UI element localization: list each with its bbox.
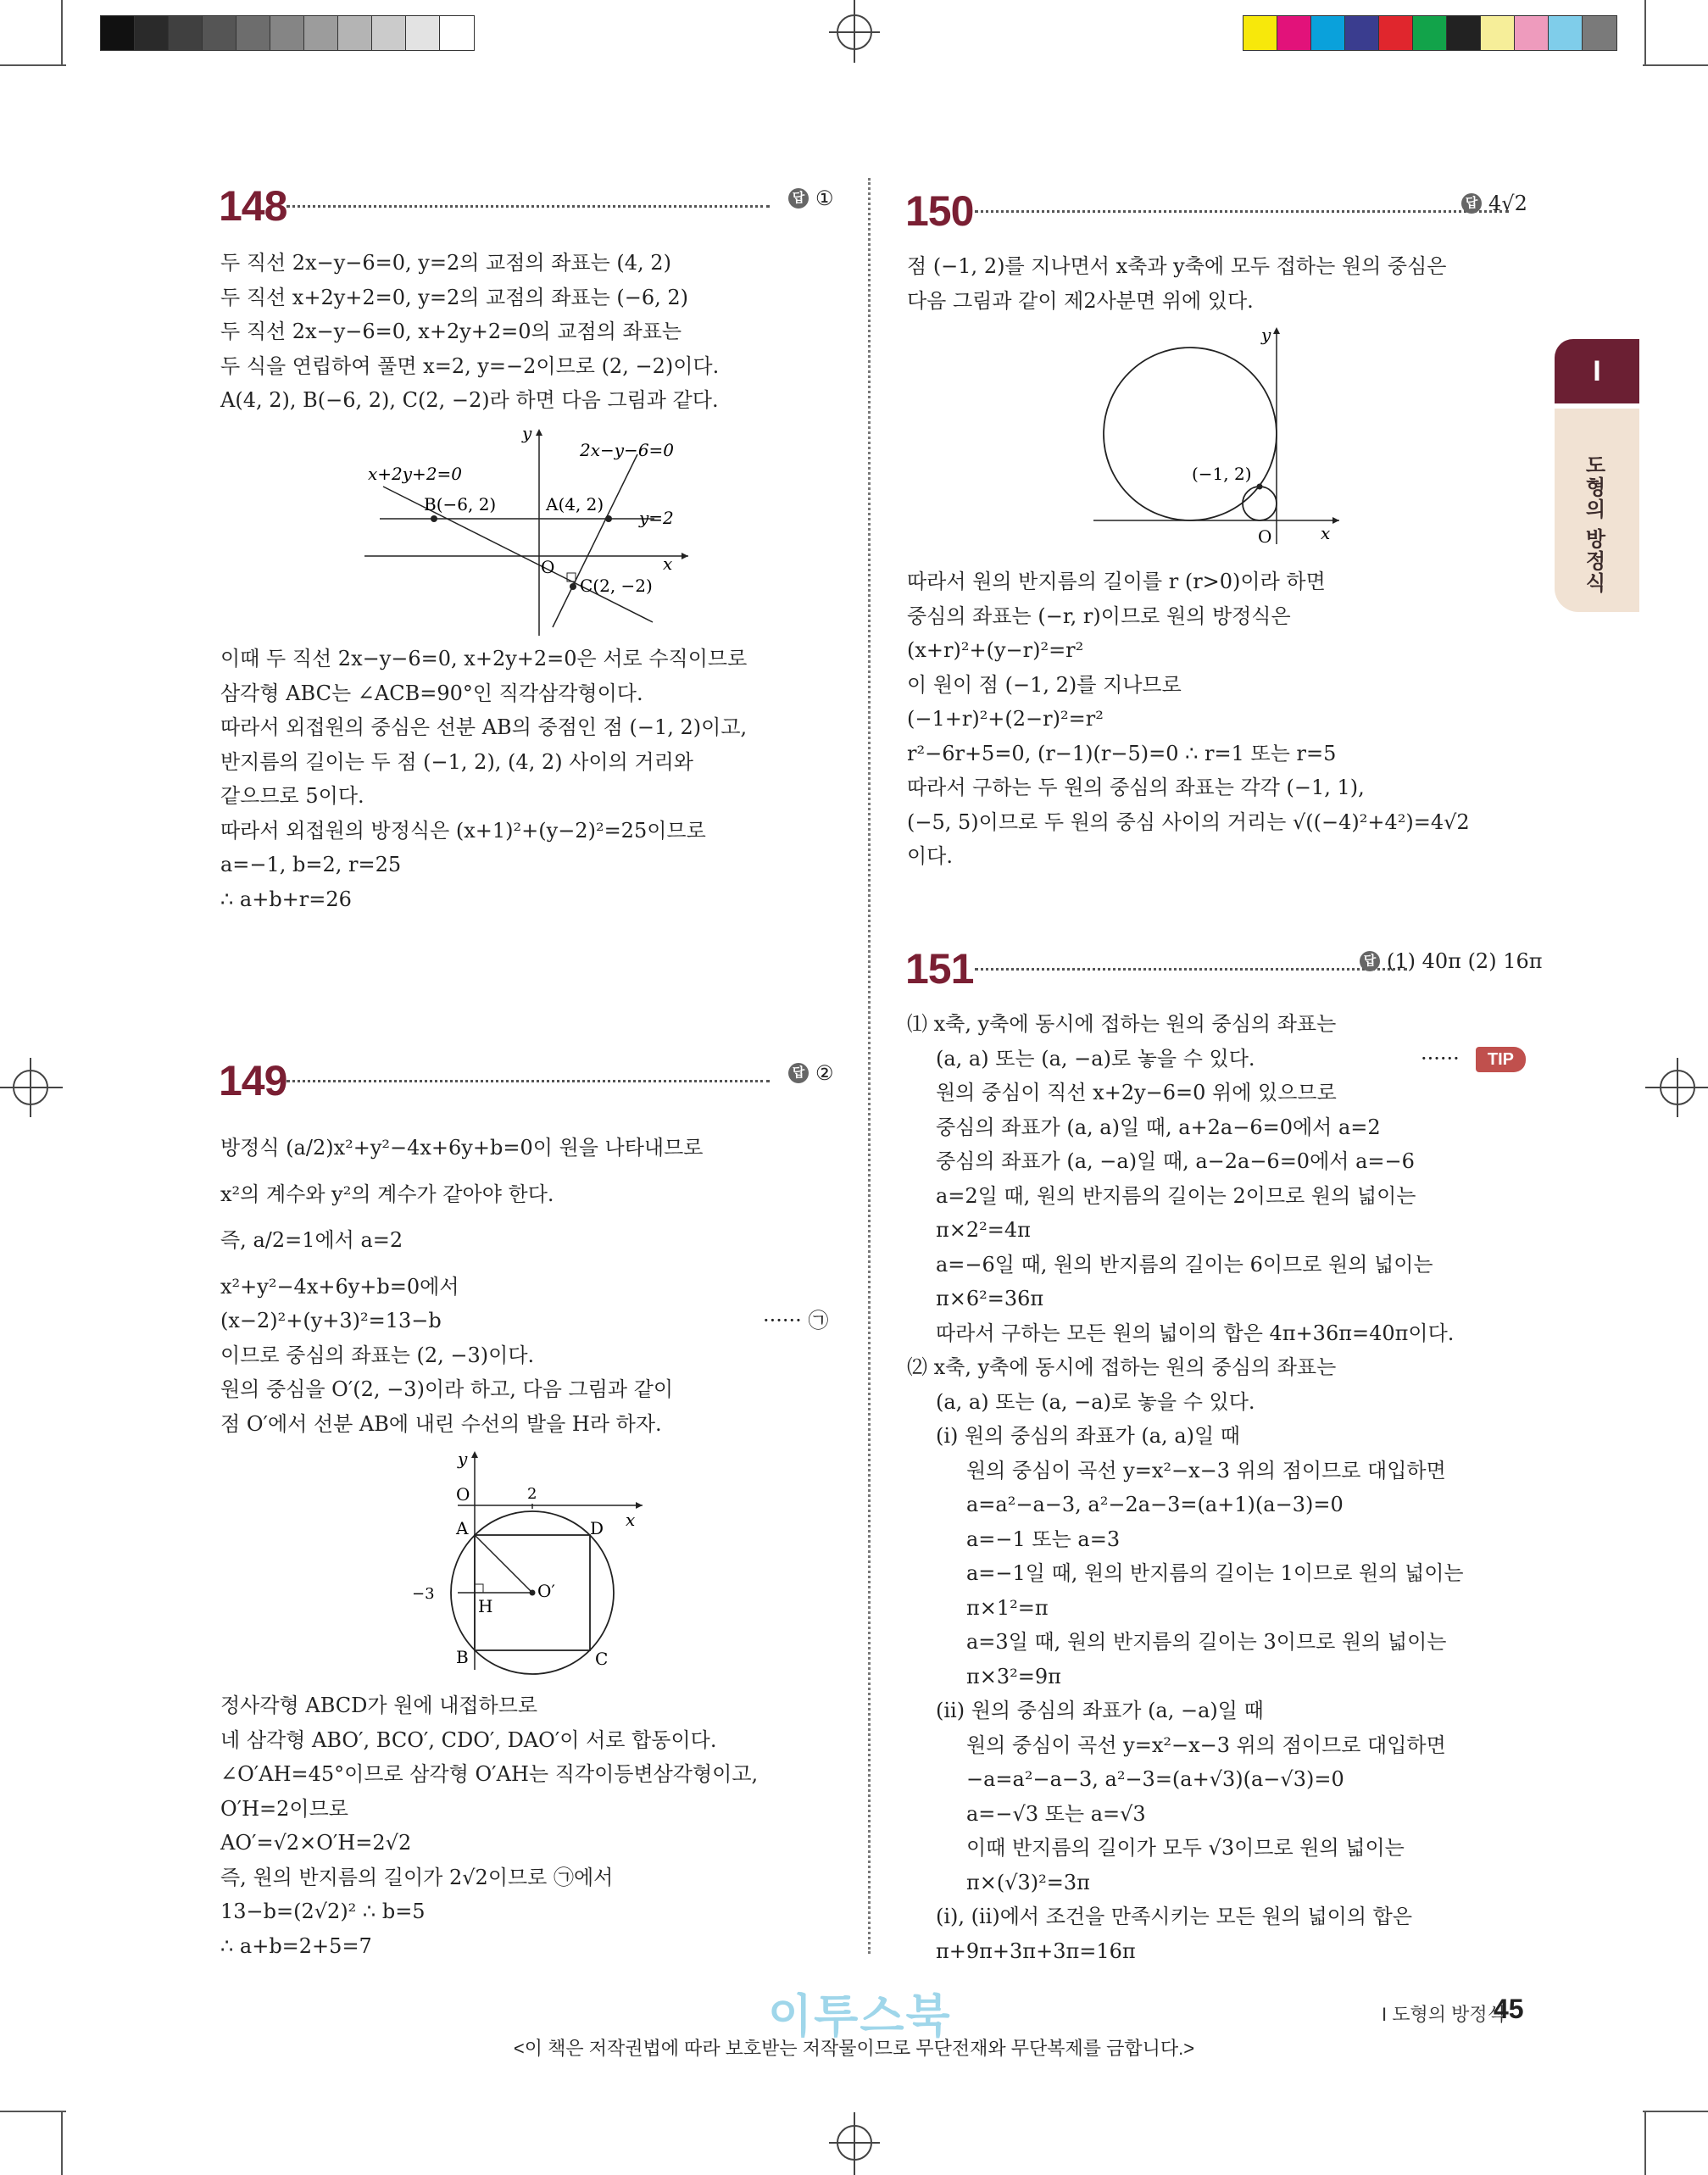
text-line: 두 직선 x+2y+2=0, y=2의 교점의 좌표는 (−6, 2) — [220, 285, 689, 309]
registration-mark-bottom — [829, 2112, 880, 2175]
crop-mark — [0, 64, 66, 66]
answer-badge: 답 — [788, 188, 809, 209]
color-swatch — [1413, 16, 1447, 50]
text-line: ∠O′AH=45°이므로 삼각형 O′AH는 직각이등변삼각형이고, — [220, 1762, 759, 1786]
label-tick-minus3: −3 — [412, 1585, 435, 1603]
problem-149-solution — [220, 1131, 839, 1441]
figure-149 — [407, 1448, 661, 1677]
answer-badge: 답 — [1461, 193, 1482, 214]
text-line: 두 직선 2x−y−6=0, x+2y+2=0의 교점의 좌표는 — [220, 320, 682, 343]
color-calibration-bar — [1243, 15, 1617, 51]
text-line: (ⅰ), (ⅱ)에서 조건을 만족시키는 모든 원의 넓이의 합은 — [936, 1905, 1413, 1928]
text-line: 중심의 좌표는 (−r, r)이므로 원의 방정식은 — [907, 604, 1291, 628]
crop-mark — [1644, 2111, 1646, 2175]
label-y2: y=2 — [639, 508, 674, 528]
text-line: 점 (−1, 2)를 지나면서 x축과 y축에 모두 접하는 원의 중심은 — [907, 254, 1447, 278]
registration-mark-right — [1645, 1058, 1708, 1117]
text-line: 반지름의 길이는 두 점 (−1, 2), (4, 2) 사이의 거리와 — [220, 749, 693, 774]
crop-mark — [1643, 2111, 1708, 2112]
answer-value: ② — [815, 1061, 834, 1085]
text-line: ∴ a+b=2+5=7 — [220, 1933, 372, 1958]
text-line: 원의 중심을 O′(2, −3)이라 하고, 다음 그림과 같이 — [220, 1377, 674, 1401]
text-line: x²+y²−4x+6y+b=0에서 — [220, 1274, 459, 1299]
answer-value: ① — [815, 186, 834, 210]
label-center: O′ — [537, 1581, 555, 1601]
registration-mark-top — [829, 0, 880, 63]
text-line: 이 원이 점 (−1, 2)를 지나므로 — [907, 672, 1182, 697]
color-swatch — [1447, 16, 1481, 50]
color-swatch — [440, 16, 474, 50]
equation: (x−2)²+(y+3)²=13−b — [220, 1309, 442, 1332]
leader-dots — [975, 968, 1407, 971]
problem-150-header — [905, 186, 1526, 237]
label-b: B — [456, 1647, 469, 1667]
label-x-axis: x — [1321, 523, 1331, 543]
text-line: π×2²=4π — [936, 1218, 1031, 1242]
text-line: π×(√3)²=3π — [966, 1870, 1090, 1894]
text-line: 즉, 원의 반지름의 길이가 2√2이므로 ㉠에서 — [220, 1865, 614, 1889]
label-origin: O — [1258, 526, 1272, 547]
text-line: π×1²=π — [966, 1595, 1049, 1620]
text-line: 13−b=(2√2)² ∴ b=5 — [220, 1900, 426, 1923]
text-line: 따라서 구하는 모든 원의 넓이의 합은 4π+36π=40π이다. — [936, 1321, 1455, 1345]
text-line: a=−6일 때, 원의 반지름의 길이는 6이므로 원의 넓이는 — [936, 1252, 1433, 1277]
text-line: ⑵ x축, y축에 동시에 접하는 원의 중심의 좌표는 — [907, 1355, 1337, 1379]
color-swatch — [1243, 16, 1277, 50]
leader-dots — [975, 210, 1509, 213]
problem-149-solution-cont — [220, 1688, 758, 1963]
leader-dots — [287, 1080, 770, 1082]
publisher-logo: 이투스북 — [768, 1991, 952, 2042]
column-divider — [868, 178, 871, 1954]
answer-value: (1) 40π (2) 16π — [1387, 949, 1543, 973]
text-line: 중심의 좌표가 (a, a)일 때, a+2a−6=0에서 a=2 — [936, 1115, 1381, 1139]
text-line: a=a²−a−3, a²−2a−3=(a+1)(a−3)=0 — [966, 1493, 1344, 1516]
problem-148-header — [219, 181, 839, 232]
text-line: a=2일 때, 원의 반지름의 길이는 2이므로 원의 넓이는 — [936, 1183, 1416, 1208]
text-line: π×3²=9π — [966, 1664, 1061, 1688]
problem-150-solution-cont — [907, 565, 1470, 874]
text-line: ⑴ x축, y축에 동시에 접하는 원의 중심의 좌표는 — [907, 1012, 1337, 1036]
text-line: 두 식을 연립하여 풀면 x=2, y=−2이므로 (2, −2)이다. — [220, 353, 720, 378]
footer-chapter: I 도형의 방정식 — [1382, 2004, 1505, 2025]
text-line: (a, a) 또는 (a, −a)로 놓을 수 있다. — [936, 1389, 1255, 1414]
text-line: O′H=2이므로 — [220, 1796, 348, 1821]
text-line: (−1+r)²+(2−r)²=r² — [907, 707, 1104, 731]
label-point: (−1, 2) — [1192, 464, 1252, 484]
answer-badge: 답 — [788, 1063, 809, 1083]
label-h: H — [478, 1596, 493, 1616]
label-y-axis: y — [1261, 325, 1271, 345]
problem-number: 151 — [905, 945, 974, 993]
label-point-c: C(2, −2) — [580, 576, 653, 596]
text-line: 방정식 (a/2)x²+y²−4x+6y+b=0이 원을 나타내므로 — [220, 1136, 704, 1160]
text-line: 중심의 좌표가 (a, −a)일 때, a−2a−6=0에서 a=−6 — [936, 1149, 1415, 1173]
text-line-with-tip — [907, 1042, 1526, 1076]
color-swatch — [1549, 16, 1583, 50]
figure-150 — [1085, 322, 1356, 551]
crop-mark — [1643, 64, 1708, 66]
text-line: a=−1 또는 a=3 — [966, 1527, 1121, 1551]
color-swatch — [203, 16, 236, 50]
color-swatch — [304, 16, 338, 50]
label-origin: O — [541, 557, 555, 577]
text-line: r²−6r+5=0, (r−1)(r−5)=0 ∴ r=1 또는 r=5 — [907, 741, 1337, 765]
text-line: 원의 중심이 직선 x+2y−6=0 위에 있으므로 — [936, 1081, 1337, 1104]
color-swatch — [1515, 16, 1549, 50]
color-swatch — [101, 16, 135, 50]
color-swatch — [135, 16, 169, 50]
text-line: (x+r)²+(y−r)²=r² — [907, 638, 1084, 662]
text-line-with-marker — [220, 1304, 839, 1338]
problem-number: 148 — [219, 182, 287, 230]
answer — [1461, 192, 1527, 215]
leader-dots — [287, 205, 770, 208]
marker-1: ······ ㉠ — [763, 1309, 829, 1332]
color-swatch — [169, 16, 203, 50]
text-line: 다음 그림과 같이 제2사분면 위에 있다. — [907, 288, 1254, 313]
text-line: a=−1일 때, 원의 반지름의 길이는 1이므로 원의 넓이는 — [966, 1561, 1464, 1585]
color-swatch — [1583, 16, 1616, 50]
text-line: 즉, a/2=1에서 a=2 — [220, 1228, 403, 1252]
figure-148 — [356, 422, 695, 642]
text-line: 따라서 원의 반지름의 길이를 r (r>0)이라 하면 — [907, 570, 1326, 593]
text-line: 이때 두 직선 2x−y−6=0, x+2y+2=0은 서로 수직이므로 — [220, 647, 748, 670]
problem-148-solution — [220, 246, 719, 418]
chapter-tab-label: 도형의 방정식 — [1582, 454, 1605, 594]
color-swatch — [372, 16, 406, 50]
text-line: π×6²=36π — [936, 1287, 1044, 1310]
problem-151-header — [905, 944, 1543, 995]
text-line: 원의 중심이 곡선 y=x²−x−3 위의 점이므로 대입하면 — [966, 1458, 1446, 1482]
problem-150-solution — [907, 249, 1446, 318]
label-d: D — [590, 1518, 604, 1538]
label-c: C — [595, 1649, 609, 1669]
text-line: 따라서 구하는 두 원의 중심의 좌표는 각각 (−1, 1), — [907, 776, 1365, 799]
text-line: 삼각형 ABC는 ∠ACB=90°인 직각삼각형이다. — [220, 681, 643, 705]
answer-badge: 답 — [1360, 951, 1380, 971]
crop-mark — [1644, 0, 1646, 66]
text-line: (ⅱ) 원의 중심의 좌표가 (a, −a)일 때 — [936, 1699, 1264, 1722]
crop-mark — [61, 0, 63, 66]
crop-mark — [0, 2111, 66, 2112]
tip-badge[interactable]: TIP — [1476, 1047, 1526, 1072]
color-swatch — [1277, 16, 1311, 50]
text-line: (−5, 5)이므로 두 원의 중심 사이의 거리는 √((−4)²+4²)=4√2 — [907, 809, 1470, 834]
label-x-axis: x — [626, 1510, 636, 1530]
text-line: 따라서 외접원의 방정식은 (x+1)²+(y−2)²=25이므로 — [220, 818, 706, 843]
text-line: x²의 계수와 y²의 계수가 같아야 한다. — [220, 1182, 554, 1206]
color-swatch — [406, 16, 440, 50]
answer-value: 4√2 — [1488, 192, 1527, 215]
copyright-notice: <이 책은 저작권법에 따라 보호받는 저작물이므로 무단전재와 무단복제를 금합니다.> — [513, 2038, 1195, 2059]
text-line: π+9π+3π+3π=16π — [936, 1939, 1136, 1963]
gray-calibration-bar — [100, 15, 475, 51]
color-swatch — [1345, 16, 1379, 50]
text-line: 이다. — [907, 844, 953, 868]
problem-number: 150 — [905, 187, 974, 235]
label-point-a: A(4, 2) — [546, 494, 604, 515]
color-swatch — [236, 16, 270, 50]
answer — [1360, 949, 1543, 973]
text-line: AO′=√2×O′H=2√2 — [220, 1831, 412, 1855]
text-line: (ⅰ) 원의 중심의 좌표가 (a, a)일 때 — [936, 1424, 1240, 1448]
text-line: −a=a²−a−3, a²−3=(a+√3)(a−√3)=0 — [966, 1767, 1344, 1791]
label-point-b: B(−6, 2) — [424, 494, 497, 515]
registration-mark-left — [0, 1058, 63, 1117]
color-swatch — [270, 16, 304, 50]
text-line: 같으므로 5이다. — [220, 784, 364, 808]
text-line: a=−1, b=2, r=25 — [220, 853, 402, 876]
page-number: 45 — [1494, 1994, 1524, 2024]
text-line: a=3일 때, 원의 반지름의 길이는 3이므로 원의 넓이는 — [966, 1630, 1447, 1654]
text-line: a=−√3 또는 a=√3 — [966, 1801, 1146, 1826]
label-y-axis: y — [458, 1449, 468, 1469]
label-x-axis: x — [663, 553, 673, 574]
color-swatch — [1379, 16, 1413, 50]
color-swatch — [1311, 16, 1345, 50]
answer — [788, 1061, 834, 1085]
text-line: 원의 중심이 곡선 y=x²−x−3 위의 점이므로 대입하면 — [966, 1733, 1446, 1757]
label-a: A — [456, 1518, 469, 1538]
chapter-tab-number: I — [1555, 339, 1639, 403]
label-tick-2: 2 — [527, 1485, 537, 1503]
text-line: 정사각형 ABCD가 원에 내접하므로 — [220, 1694, 538, 1717]
text-line: 두 직선 2x−y−6=0, y=2의 교점의 좌표는 (4, 2) — [220, 251, 671, 275]
crop-mark — [61, 2111, 63, 2175]
text-line: 네 삼각형 ABO′, BCO′, CDO′, DAO′이 서로 합동이다. — [220, 1727, 717, 1752]
text-line: 점 O′에서 선분 AB에 내린 수선의 발을 H라 하자. — [220, 1411, 662, 1436]
text-line: 이므로 중심의 좌표는 (2, −3)이다. — [220, 1343, 535, 1367]
text-line: ∴ a+b+r=26 — [220, 887, 352, 911]
color-swatch — [1481, 16, 1515, 50]
text: (a, a) 또는 (a, −a)로 놓을 수 있다. — [936, 1046, 1255, 1071]
color-swatch — [338, 16, 372, 50]
label-eq2: 2x−y−6=0 — [580, 440, 675, 460]
label-y-axis: y — [522, 423, 532, 443]
problem-number: 149 — [219, 1057, 287, 1104]
text-line: 이때 반지름의 길이가 모두 √3이므로 원의 넓이는 — [966, 1836, 1405, 1860]
tip-dots: ······ — [1421, 1046, 1460, 1071]
label-eq1: x+2y+2=0 — [368, 464, 463, 484]
problem-151-solution — [907, 1007, 1526, 1968]
text-line: A(4, 2), B(−6, 2), C(2, −2)라 하면 다음 그림과 같다. — [220, 388, 719, 412]
label-origin: O — [456, 1484, 470, 1505]
problem-148-solution-cont — [220, 642, 747, 916]
text-line: 따라서 외접원의 중심은 선분 AB의 중점인 점 (−1, 2)이고, — [220, 715, 748, 739]
answer — [788, 186, 834, 210]
problem-149-header — [219, 1056, 839, 1107]
